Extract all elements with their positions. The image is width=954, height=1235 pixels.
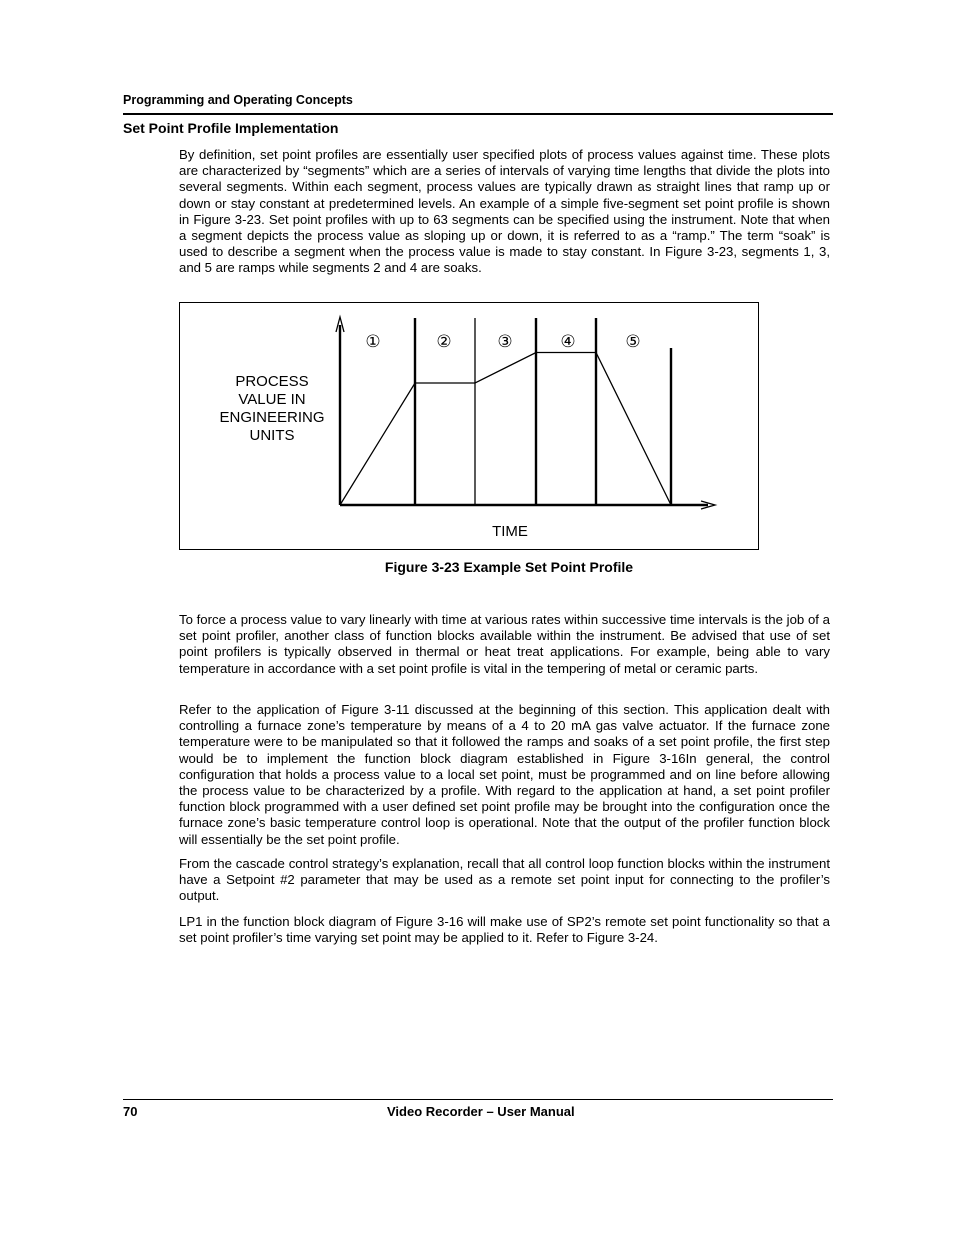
section-title: Set Point Profile Implementation	[123, 120, 339, 136]
footer-rule	[123, 1099, 833, 1100]
chart-marks	[336, 317, 715, 509]
header-rule	[123, 113, 833, 115]
segment-label-5: ⑤	[625, 332, 641, 352]
y-axis-label	[219, 373, 324, 444]
profile-chart	[180, 303, 758, 549]
profile-line	[340, 353, 671, 506]
page-number: 70	[123, 1104, 138, 1119]
x-axis-label: TIME	[492, 523, 528, 540]
paragraph-lp1: LP1 in the function block diagram of Figure 3-16 will make use of SP2’s remote set point functionality so that a set point profiler’s time varying set point may be applied to it. Refer to Figure 3-24.	[179, 914, 830, 946]
segment-label-4: ④	[560, 332, 576, 352]
paragraph-intro: By definition, set point profiles are essentially user specified plots of process values against time. These plots are characterized by “segments” which are a series of intervals of varying time lengths that divide the plots into several segments. Within each segment, process values are typically drawn as straight lines that ramp up or down or stay constant at predetermined levels. An example of a simple five-segment set point profile is shown in Figure 3-23. Set point profiles with up to 63 segments can be specified using the instrument. Note that when a segment depicts the process value as sloping up or down, it is referred to as a “ramp.” The term “soak” is used to describe a segment when the process value is made to stay constant. In Figure 3-23, segments 1, 3, and 5 are ramps while segments 2 and 4 are soaks.	[179, 147, 830, 276]
segment-label-2: ②	[436, 332, 452, 352]
segment-label-3: ③	[497, 332, 513, 352]
segment-label-1: ①	[365, 332, 381, 352]
figure-set-point-profile	[179, 302, 759, 550]
y-label-line-4: UNITS	[249, 427, 295, 444]
paragraph-application: Refer to the application of Figure 3-11 discussed at the beginning of this section. This application dealt with controlling a furnace zone’s temperature by means of a 4 to 20 mA gas valve actuator. If the furnace zone temperature were to be manipulated so that it followed the ramps and soaks of a set point profile, the first step would be to implement the function block diagram established in Figure 3-16In general, the control configuration that holds a process value to a local set point, must be programmed and on line before allowing the process value to be characterized by a profile. With regard to the application at hand, a set point profiler function block programmed with a user defined set point profile may be brought into the configuration once the furnace zone’s basic temperature control loop is operational. Note that the output of the profiler function block will essentially be the set point profile.	[179, 702, 830, 847]
running-head: Programming and Operating Concepts	[123, 93, 353, 107]
y-label-line-1: PROCESS	[235, 373, 309, 390]
paragraph-cascade: From the cascade control strategy’s explanation, recall that all control loop function blocks within the instrument have a Setpoint #2 parameter that may be used as a remote set point input for connecting to the profiler’s output.	[179, 856, 830, 904]
footer-title: Video Recorder – User Manual	[387, 1104, 575, 1119]
paragraph-profiler: To force a process value to vary linearly with time at various rates within successive time intervals is the job of a set point profiler, another class of function blocks available within the instrument. Be advised that use of set point profilers is typically observed in thermal or heat treat applications. For example, being able to vary temperature in accordance with a set point profile is vital in the tempering of metal or ceramic parts.	[179, 612, 830, 676]
y-label-line-3: ENGINEERING	[219, 409, 325, 426]
figure-caption: Figure 3-23 Example Set Point Profile	[384, 559, 634, 575]
y-label-line-2: VALUE IN	[238, 391, 306, 408]
